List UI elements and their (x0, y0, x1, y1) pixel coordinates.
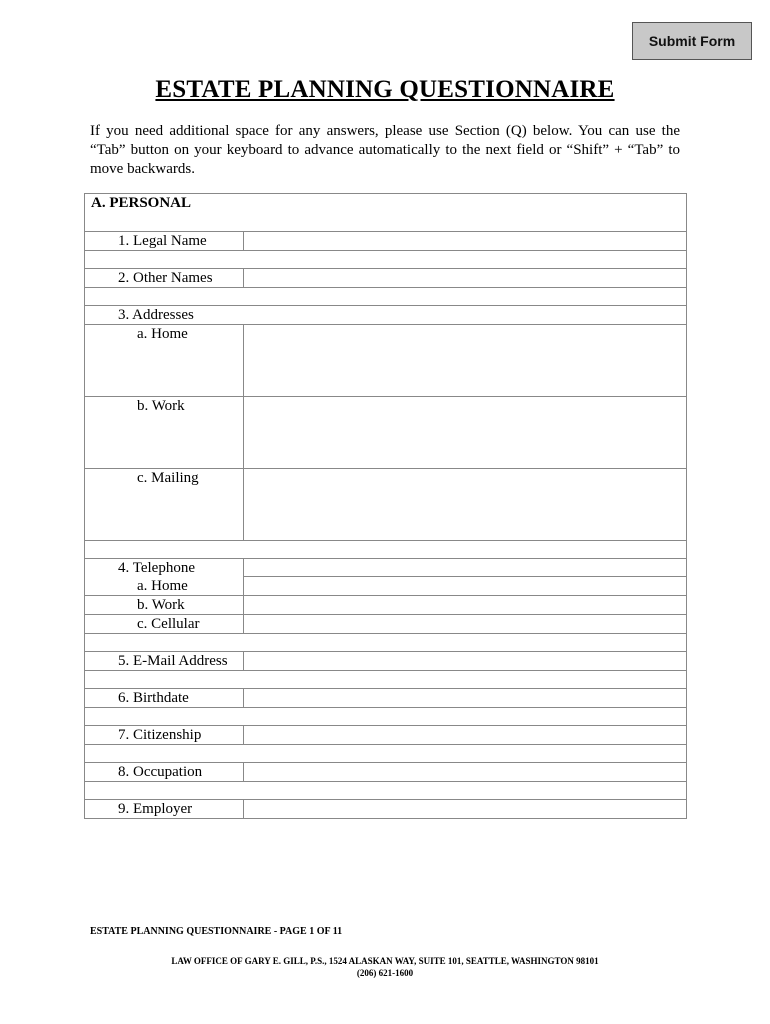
employer-field[interactable] (244, 800, 687, 819)
tel-home-label: a. Home (137, 578, 188, 594)
tel-work-label-cell (85, 596, 244, 615)
citizenship-field[interactable] (244, 726, 687, 745)
legal-name-field[interactable] (244, 232, 687, 251)
birthdate-label: 6. Birthdate (85, 689, 244, 708)
legal-name-label: 1. Legal Name (85, 232, 244, 251)
tel-cellular-label-cell (85, 615, 244, 634)
personal-section-table (84, 193, 687, 819)
employer-label: 9. Employer (85, 800, 244, 819)
office-footer (0, 955, 770, 979)
spacer-row (85, 634, 687, 652)
mailing-address-label-cell (85, 469, 244, 541)
mailing-address-field[interactable] (244, 469, 687, 541)
occupation-label: 8. Occupation (85, 763, 244, 782)
instructions-text: If you need additional space for any answers, please use Section (Q) below. You can use the “Tab” button on your keyboard to advance automatically to the next field or “Shift” + “Tab” to move backwards. (90, 123, 680, 177)
home-address-field[interactable] (244, 325, 687, 397)
spacer-row (85, 708, 687, 726)
home-address-label: a. Home (137, 326, 188, 342)
addresses-label: 3. Addresses (85, 306, 687, 325)
tel-work-label: b. Work (137, 597, 185, 613)
tel-work-field[interactable] (244, 596, 687, 615)
spacer-row (85, 671, 687, 689)
tel-cellular-label: c. Cellular (137, 616, 200, 632)
spacer-row (85, 745, 687, 763)
work-address-label: b. Work (137, 398, 185, 414)
other-names-label: 2. Other Names (85, 269, 244, 288)
page-footer-label: ESTATE PLANNING QUESTIONNAIRE - PAGE 1 OF 11 (90, 926, 343, 937)
section-a-heading: A. PERSONAL (85, 194, 687, 232)
occupation-field[interactable] (244, 763, 687, 782)
office-address: LAW OFFICE OF GARY E. GILL, P.S., 1524 ALASKAN WAY, SUITE 101, SEATTLE, WASHINGTON 98101 (171, 956, 599, 966)
spacer-row (85, 288, 687, 306)
email-label: 5. E-Mail Address (85, 652, 244, 671)
tel-cellular-field[interactable] (244, 615, 687, 634)
tel-home-cell (244, 559, 687, 596)
birthdate-field[interactable] (244, 689, 687, 708)
email-field[interactable] (244, 652, 687, 671)
spacer-row (85, 251, 687, 269)
office-phone: (206) 621-1600 (356, 968, 414, 978)
spacer-row (85, 782, 687, 800)
spacer-row (85, 541, 687, 559)
submit-form-label: Submit Form (648, 33, 736, 49)
telephone-label: 4. Telephone (118, 560, 195, 576)
page-title: ESTATE PLANNING QUESTIONNAIRE (155, 76, 615, 103)
telephone-label-cell (85, 559, 244, 596)
tel-home-field[interactable] (244, 576, 686, 595)
mailing-address-label: c. Mailing (137, 470, 199, 486)
other-names-field[interactable] (244, 269, 687, 288)
work-address-field[interactable] (244, 397, 687, 469)
citizenship-label: 7. Citizenship (85, 726, 244, 745)
submit-form-button[interactable] (632, 22, 752, 60)
work-address-label-cell (85, 397, 244, 469)
home-address-label-cell (85, 325, 244, 397)
